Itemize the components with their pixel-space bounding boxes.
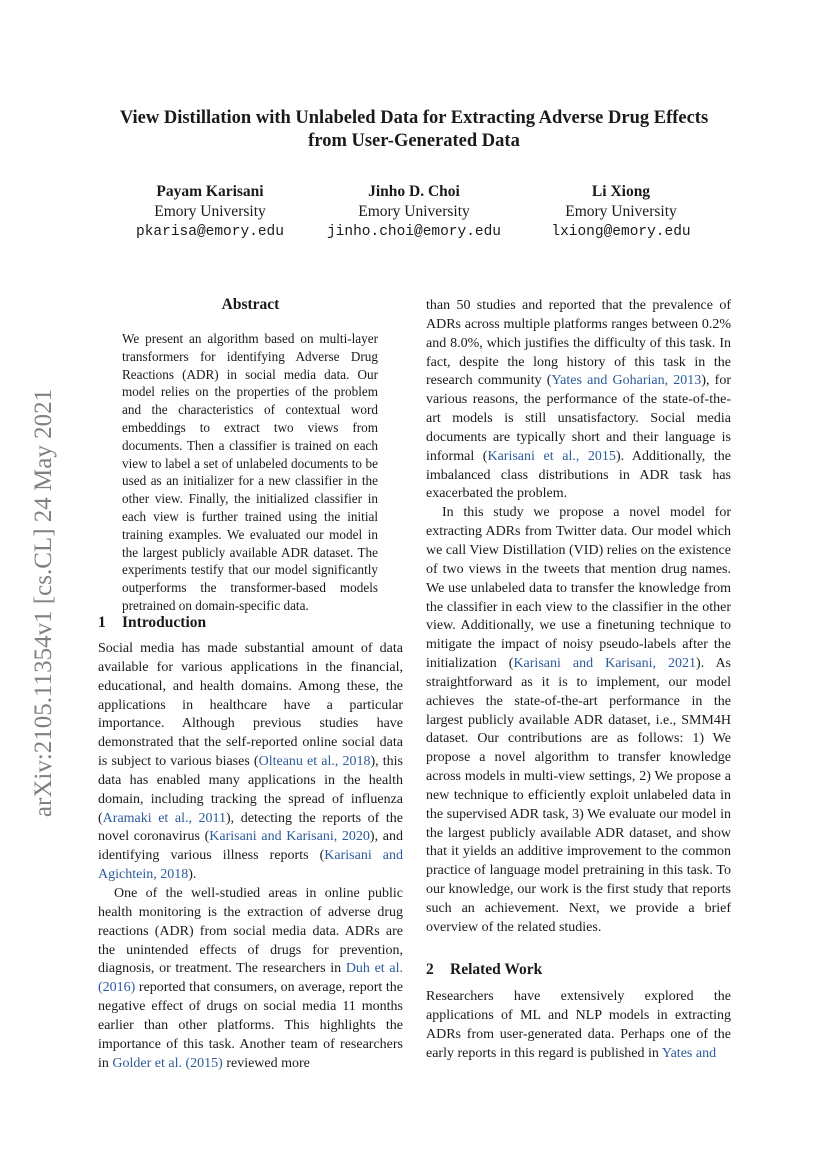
text-run: ), this data has enabled many applications in the health domain, including tracking the spread of influenza ( (98, 754, 403, 826)
author-email: pkarisa@emory.edu (136, 224, 284, 240)
left-column-text (98, 640, 403, 1073)
author-block (318, 182, 510, 242)
author-block (120, 182, 300, 242)
text-run: ). As straightforward as it is to implement, our model achieves the state-of-the-art performance in the largest publicly available ADR dataset, i.e., SMM4H dataset. Our contributions are as follows: 1) We propose a novel algorithm to transfer knowledge across models in multi-view settings, 2) We propose a new technique to efficiently exploit unlabeled data in the supervised ADR task, 3) We evaluate our model in the largest publicly available ADR dataset, and show that it yields an additive improvement to the common practice of language model pretraining in this task. To our knowledge, our work is the first study that reports such an achievement. Next, we provide a brief overview of the related studies. (426, 656, 732, 935)
citation-link[interactable]: Olteanu et al., 2018 (258, 754, 371, 770)
text-run: Social media has made substantial amount of data available for various applications in the financial, educational, and health domains. Among these, the applications in healthcare have a particular importance. Although previous studies have demonstrated that the self-reported online social data is subject to various biases ( (98, 641, 403, 770)
author-block (535, 182, 707, 242)
text-run: ), and identifying various illness reports ( (98, 829, 403, 864)
citation-year-link[interactable]: (2015) (185, 1055, 223, 1071)
text-run: than 50 studies and reported that the prevalence of ADRs across multiple platforms ranges between 0.2% and 8.0%, which justifies the difficulty of this task. In fact, despite the long history of this task in the research community ( (426, 298, 731, 389)
citation-link[interactable]: Karisani and Agichtein, 2018 (98, 848, 403, 883)
abstract-text: We present an algorithm based on multi-layer transformers for identifying Adverse Drug Reactions (ADR) in social media data. Our model relies on the properties of the problem and the characteristics of contextual word embeddings to extract two views from documents. Then a classifier is trained on each view to label a set of unlabeled documents to be used as an initializer for a new classifier in the other view. Finally, the initialized classifier in each view is further trained using the initial training examples. We evaluated our model in the largest publicly available ADR dataset. The experiments testify that our model significantly outperforms the transformer-based models pretrained on domain-specific data. (122, 331, 378, 613)
text-run: Researchers have extensively explored the applications of ML and NLP models in extracting ADRs from user-generated data. Perhaps one of the early reports in this regard is published in (426, 989, 731, 1061)
citation-link[interactable]: Yates and (661, 1045, 717, 1061)
citation-link[interactable]: Karisani et al., 2015 (487, 448, 616, 464)
section-title: Introduction (122, 614, 207, 631)
author-name: Payam Karisani (156, 183, 264, 200)
text-run: reported that consumers, on average, report the negative effect of drugs on social media 11 months earlier than other platforms. This highlights the importance of this task. Another team of researchers in (98, 980, 403, 1071)
section-title: Related Work (450, 961, 543, 978)
author-email: jinho.choi@emory.edu (326, 224, 502, 240)
section-number: 1 (98, 614, 106, 631)
paper-title: View Distillation with Unlabeled Data for Extracting Adverse Drug Effects from User-Generated Data (119, 108, 709, 151)
section-heading-related-work (426, 961, 542, 979)
text-run: In this study we propose a novel model for extracting ADRs from Twitter data. Our model which we call View Distillation (VID) relies on the existence of two views in the tweets that mention drug names. We use unlabeled data to transfer the knowledge from the classifier in each view to the classifier in the other view. Additionally, we use a finetuning technique to mitigate the impact of noisy pseudo-labels after the initialization ( (426, 505, 731, 672)
right-column-text (426, 297, 731, 938)
author-affiliation: Emory University (358, 203, 470, 220)
section-number: 2 (426, 961, 434, 978)
section-heading-introduction (98, 614, 206, 632)
text-run: ). Additionally, the imbalanced class distributions in ADR task has exacerbated the problem. (426, 448, 732, 502)
paragraph (426, 504, 731, 937)
abstract-heading: Abstract (221, 296, 280, 313)
author-email: lxiong@emory.edu (551, 224, 691, 240)
author-affiliation: Emory University (154, 203, 266, 220)
citation-link[interactable]: Yates and Goharian, 2013 (551, 373, 702, 389)
text-run: ), detecting the reports of the novel coronavirus ( (98, 810, 404, 845)
citation-link[interactable]: Karisani and Karisani, 2020 (209, 829, 370, 845)
citation-year-link[interactable]: (2016) (98, 980, 136, 996)
text-run: One of the well-studied areas in online public health monitoring is the extraction of adverse drug reactions (ADR) from social media data. ADRs are the unintended effects of drugs for prevention, diagnosis, or treatment. The researchers in (98, 885, 403, 977)
paragraph (98, 640, 403, 885)
author-name: Li Xiong (591, 183, 651, 200)
text-run: reviewed more (222, 1055, 310, 1071)
paragraph (426, 988, 731, 1063)
related-work-text (426, 988, 731, 1063)
paragraph (98, 885, 403, 1073)
text-run: ), for various reasons, the performance of the state-of-the-art models is still unsatisfactory. Social media documents are typically short and their language is informal ( (426, 373, 731, 464)
author-affiliation: Emory University (565, 203, 677, 220)
text-run: ). (188, 867, 197, 883)
citation-link[interactable]: Karisani and Karisani, 2021 (513, 656, 697, 672)
author-name: Jinho D. Choi (368, 183, 460, 200)
paragraph (426, 297, 731, 504)
citation-link[interactable]: Golder et al. (112, 1055, 182, 1071)
citation-link[interactable]: Aramaki et al., 2011 (102, 810, 227, 826)
citation-link[interactable]: Duh et al. (345, 961, 403, 977)
arxiv-stamp: arXiv:2105.11354v1 [cs.CL] 24 May 2021 (30, 388, 57, 818)
